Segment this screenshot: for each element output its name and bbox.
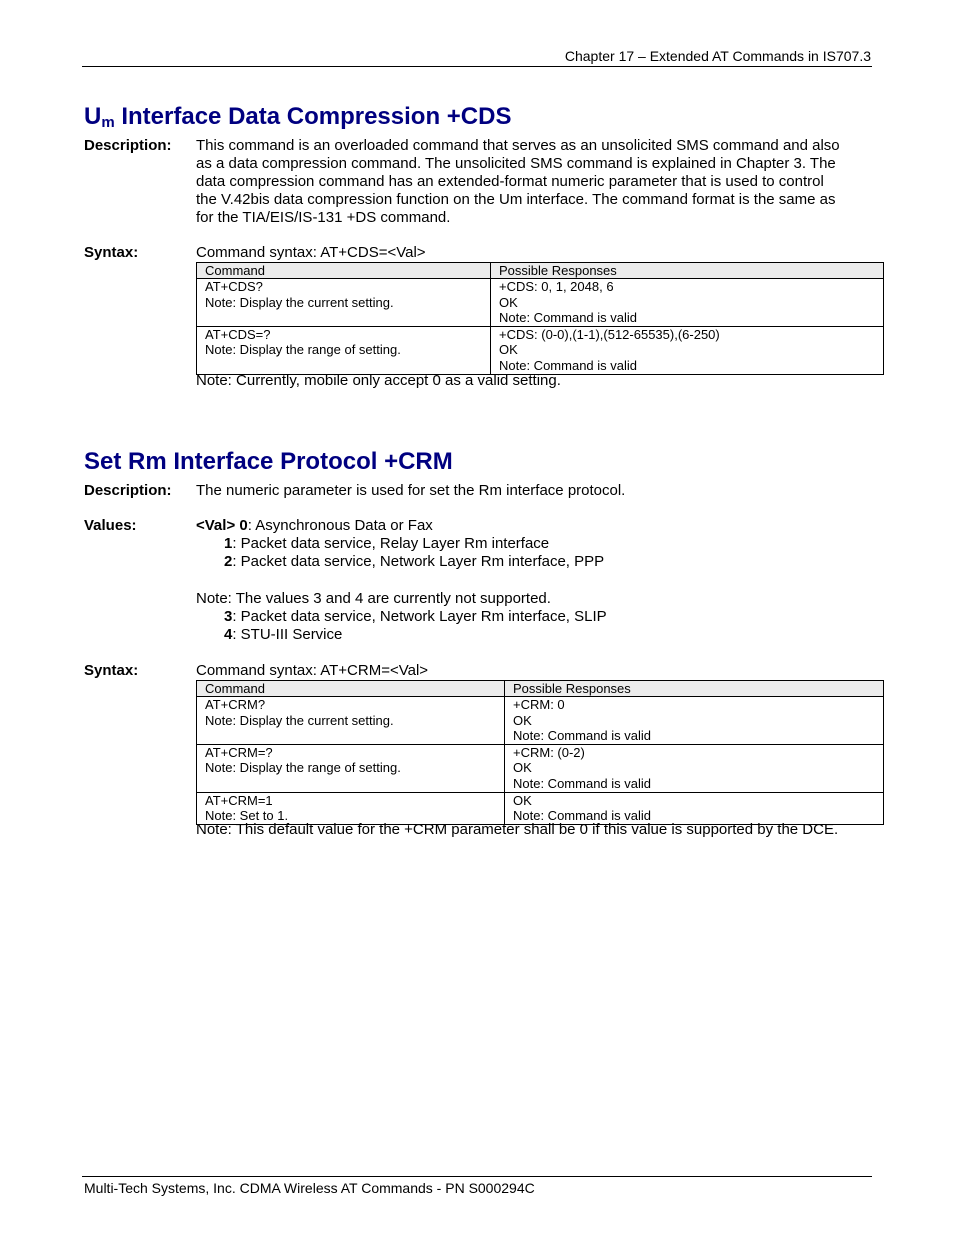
cds-syntax: Command syntax: AT+CDS=<Val>: [196, 244, 426, 261]
command-cell: [197, 792, 505, 824]
table-row: [197, 792, 884, 824]
cds-title-sub: m: [101, 114, 115, 131]
response-line: Note: Command is valid: [499, 357, 637, 373]
value-text: : Packet data service, Network Layer Rm interface, PPP: [232, 553, 605, 570]
cds-description: This command is an overloaded command that serves as an unsolicited SMS command and also as a data compression command. The unsolicited SMS command is explained in Chapter 3. The data compression command has an extended-format numeric parameter that is used to control the V.42bis data compression function on the Um interface. The command format is the same as for the TIA/EIS/IS-131 +DS command.: [196, 137, 844, 226]
command-note: Note: Display the range of setting.: [205, 342, 401, 358]
response-cell: [505, 792, 884, 824]
value-key: 3: [224, 608, 233, 625]
cds-syntax-label: Syntax:: [84, 244, 139, 261]
column-header: Command: [197, 681, 505, 697]
crm-unsupported-note: Note: The values 3 and 4 are currently not supported.: [196, 590, 551, 607]
table-row: [197, 697, 884, 745]
response-line: OK: [499, 342, 518, 358]
crm-section-title: Set Rm Interface Protocol +CRM: [84, 448, 453, 475]
command-cell: [197, 279, 491, 327]
response-line: OK: [513, 792, 532, 808]
command-cell: [197, 326, 491, 374]
response-cell: [491, 326, 884, 374]
value-key: 1: [224, 535, 233, 552]
response-line: OK: [499, 294, 518, 310]
response-line: Note: Command is valid: [499, 310, 637, 326]
table-header-row: [197, 681, 884, 697]
page-footer: Multi-Tech Systems, Inc. CDMA Wireless AT Commands - PN S000294C: [84, 1180, 535, 1196]
value-text: : Packet data service, Relay Layer Rm interface: [232, 535, 550, 552]
command-text: AT+CRM=1: [205, 792, 273, 808]
cds-description-label: Description:: [84, 137, 172, 154]
response-line: Note: Command is valid: [513, 775, 651, 791]
cds-title-main: U: [84, 103, 102, 130]
crm-command-table: [196, 680, 884, 825]
crm-value-item: [224, 553, 604, 571]
response-line: Note: Command is valid: [513, 728, 651, 744]
cds-note: Note: Currently, mobile only accept 0 as a valid setting.: [196, 372, 561, 389]
cds-section-title: [84, 103, 511, 131]
response-cell: [505, 697, 884, 745]
crm-value-item: [224, 535, 549, 553]
crm-value-item: [196, 517, 433, 535]
page-header: Chapter 17 – Extended AT Commands in IS707.3: [564, 48, 871, 64]
command-note: Note: Display the current setting.: [205, 712, 394, 728]
crm-note: Note: This default value for the +CRM parameter shall be 0 if this value is supported by the DCE.: [196, 821, 839, 838]
response-line: Note: Command is valid: [513, 808, 651, 824]
response-line: +CDS: (0-0),(1-1),(512-65535),(6-250): [499, 326, 720, 342]
command-note: Note: Display the range of setting.: [205, 760, 401, 776]
command-note: Note: Set to 1.: [205, 808, 289, 824]
table-header-row: [197, 263, 884, 279]
command-text: AT+CRM=?: [205, 744, 273, 760]
value-text: : STU-III Service: [232, 626, 343, 643]
crm-value-item: [224, 608, 607, 626]
response-line: OK: [513, 712, 532, 728]
cds-command-table: [196, 262, 884, 375]
command-text: AT+CDS?: [205, 279, 263, 294]
table-row: [197, 326, 884, 374]
value-key: <Val> 0: [196, 517, 248, 534]
response-line: +CRM: 0: [513, 697, 565, 712]
footer-divider: [82, 1176, 872, 1177]
column-header: Command: [197, 263, 491, 279]
header-divider: [82, 66, 872, 67]
cds-title-rest: Interface Data Compression +CDS: [114, 103, 512, 130]
command-note: Note: Display the current setting.: [205, 294, 394, 310]
response-line: +CRM: (0-2): [513, 744, 585, 760]
command-text: AT+CDS=?: [205, 326, 271, 342]
crm-syntax: Command syntax: AT+CRM=<Val>: [196, 662, 429, 679]
value-key: 2: [224, 553, 233, 570]
command-cell: [197, 744, 505, 792]
response-line: +CDS: 0, 1, 2048, 6: [499, 279, 614, 294]
command-text: AT+CRM?: [205, 697, 266, 712]
value-text: : Asynchronous Data or Fax: [247, 517, 433, 534]
column-header: Possible Responses: [505, 681, 884, 697]
crm-description: The numeric parameter is used for set the Rm interface protocol.: [196, 482, 626, 499]
crm-value-item: [224, 626, 342, 644]
table-row: [197, 744, 884, 792]
response-line: OK: [513, 760, 532, 776]
table-row: [197, 279, 884, 327]
response-cell: [505, 744, 884, 792]
column-header: Possible Responses: [491, 263, 884, 279]
command-cell: [197, 697, 505, 745]
value-text: : Packet data service, Network Layer Rm interface, SLIP: [232, 608, 607, 625]
crm-description-label: Description:: [84, 482, 172, 499]
crm-syntax-label: Syntax:: [84, 662, 139, 679]
response-cell: [491, 279, 884, 327]
crm-values-label: Values:: [84, 517, 137, 534]
value-key: 4: [224, 626, 233, 643]
